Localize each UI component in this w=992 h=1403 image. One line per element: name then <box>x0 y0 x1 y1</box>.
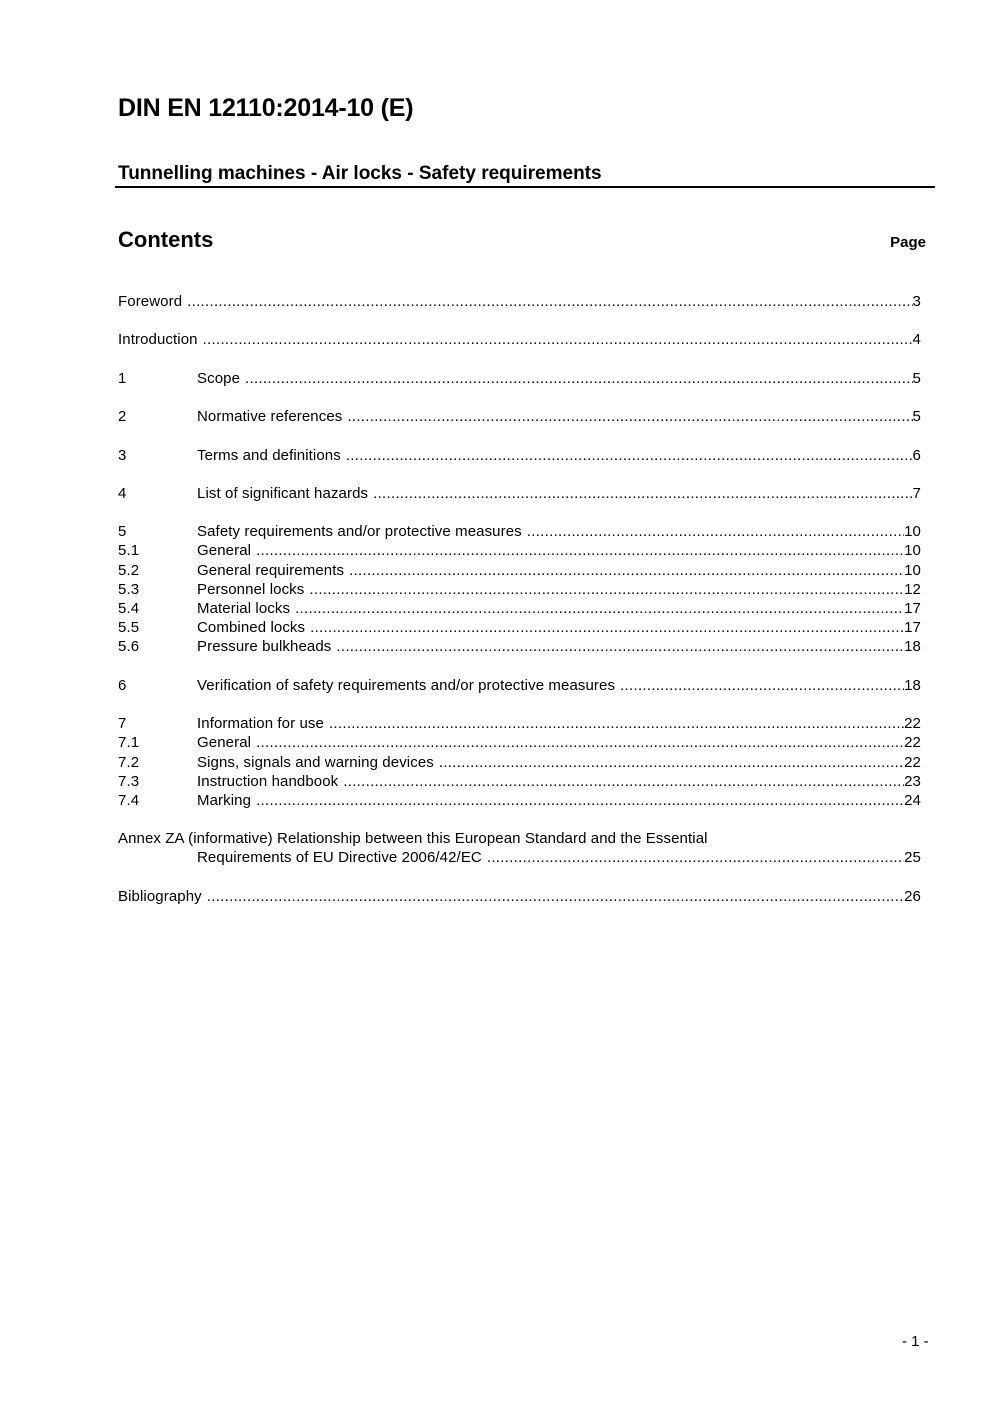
toc-entry-number: 1 <box>118 369 127 387</box>
toc-entry-page: 18 <box>904 676 921 694</box>
toc-entry-number: 3 <box>118 446 127 464</box>
document-subtitle: Tunnelling machines - Air locks - Safety requirements <box>118 163 602 184</box>
toc-entry-page: 10 <box>904 542 921 560</box>
toc-entry-title: Bibliography <box>118 887 202 905</box>
toc-entry-annex-za[interactable] <box>118 829 921 848</box>
toc-entry-section-1[interactable] <box>118 369 921 388</box>
toc-entry-title: Personnel locks <box>197 580 305 598</box>
toc-entry-number: 6 <box>118 676 127 694</box>
toc-entry-page: 6 <box>912 446 921 464</box>
page-column-label: Page <box>890 234 926 251</box>
toc-entry-number: 5.6 <box>118 638 140 656</box>
toc-entry-title: Verification of safety requirements and/or protective measures <box>197 676 616 694</box>
toc-entry-number: 5.1 <box>118 542 140 560</box>
page-number-footer: - 1 - <box>902 1333 929 1350</box>
toc-entry-page: 10 <box>904 523 921 541</box>
dot-leader <box>187 292 912 311</box>
toc-entry-title: Introduction <box>118 331 198 349</box>
document-title: DIN EN 12110:2014-10 (E) <box>118 94 414 122</box>
toc-entry-section-2[interactable] <box>118 407 921 426</box>
toc-entry-section-5-5[interactable] <box>118 618 921 637</box>
toc-entry-page: 22 <box>904 753 921 771</box>
toc-entry-page: 22 <box>904 734 921 752</box>
toc-entry-number: 7.2 <box>118 753 140 771</box>
toc-entry-number: 5 <box>118 523 127 541</box>
toc-entry-page: 5 <box>912 408 921 426</box>
toc-entry-section-7-2[interactable] <box>118 753 921 772</box>
toc-entry-number: 7 <box>118 715 127 733</box>
dot-leader <box>620 676 904 695</box>
toc-entry-title: Information for use <box>197 715 324 733</box>
toc-entry-title: Pressure bulkheads <box>197 638 332 656</box>
toc-entry-title: Normative references <box>197 408 343 426</box>
dot-leader <box>349 561 904 580</box>
toc-entry-page: 23 <box>904 772 921 790</box>
dot-leader <box>439 753 904 772</box>
toc-entry-number: 5.3 <box>118 580 140 598</box>
toc-entry-title: General requirements <box>197 561 345 579</box>
toc-entry-page: 18 <box>904 638 921 656</box>
toc-entry-page: 17 <box>904 600 921 617</box>
toc-entry-title: Annex ZA (informative) Relationship between this European Standard and the Essential <box>118 830 708 848</box>
toc-entry-page: 25 <box>904 849 921 867</box>
dot-leader <box>245 369 913 388</box>
dot-leader <box>336 637 904 656</box>
toc-entry-number: 5.5 <box>118 619 140 637</box>
toc-entry-section-7-4[interactable] <box>118 791 921 810</box>
toc-entry-title: General <box>197 734 252 752</box>
toc-entry-section-6[interactable] <box>118 676 921 695</box>
toc-entry-title: Material locks <box>197 600 291 617</box>
toc-entry-title: Scope <box>197 369 241 387</box>
toc-entry-page: 26 <box>904 887 921 905</box>
toc-entry-introduction[interactable] <box>118 330 921 349</box>
dot-leader <box>487 848 904 867</box>
toc-entry-number: 7.3 <box>118 772 140 790</box>
dot-leader <box>295 599 904 618</box>
dot-leader <box>527 522 904 541</box>
toc-entry-section-5-6[interactable] <box>118 637 921 656</box>
toc-entry-number: 5.4 <box>118 600 140 617</box>
dot-leader <box>256 791 904 810</box>
title-underline-divider <box>115 186 935 188</box>
toc-entry-title: Combined locks <box>197 619 306 637</box>
toc-entry-number: 5.2 <box>118 561 140 579</box>
toc-entry-section-4[interactable] <box>118 484 921 503</box>
toc-entry-number: 7.4 <box>118 791 140 809</box>
toc-entry-title: Marking <box>197 791 252 809</box>
dot-leader <box>256 733 904 752</box>
dot-leader <box>256 541 904 560</box>
toc-entry-title: General <box>197 542 252 560</box>
dot-leader <box>310 618 904 637</box>
toc-entry-section-7[interactable] <box>118 714 921 733</box>
toc-entry-page: 3 <box>912 293 921 310</box>
toc-entry-page: 12 <box>904 580 921 598</box>
toc-entry-title-continued: Requirements of EU Directive 2006/42/EC <box>197 849 482 867</box>
toc-entry-title: Signs, signals and warning devices <box>197 753 434 771</box>
toc-entry-section-5-4[interactable] <box>118 599 921 618</box>
dot-leader <box>207 887 904 906</box>
toc-entry-section-3[interactable] <box>118 446 921 465</box>
toc-entry-page: 7 <box>912 484 921 502</box>
table-of-contents <box>118 292 921 906</box>
dot-leader <box>373 484 912 503</box>
toc-entry-number: 2 <box>118 408 127 426</box>
toc-entry-title: Foreword <box>118 293 183 310</box>
toc-entry-page: 17 <box>904 619 921 637</box>
toc-entry-number: 4 <box>118 484 127 502</box>
toc-entry-title: Safety requirements and/or protective measures <box>197 523 522 541</box>
toc-entry-section-5-1[interactable] <box>118 541 921 560</box>
toc-entry-page: 22 <box>904 715 921 733</box>
dot-leader <box>343 772 904 791</box>
toc-entry-section-5[interactable] <box>118 522 921 541</box>
toc-entry-number: 7.1 <box>118 734 140 752</box>
toc-entry-section-7-1[interactable] <box>118 733 921 752</box>
toc-entry-bibliography[interactable] <box>118 887 921 906</box>
toc-entry-page: 24 <box>904 791 921 809</box>
toc-entry-title: Instruction handbook <box>197 772 339 790</box>
toc-entry-page: 4 <box>912 331 921 349</box>
dot-leader <box>346 446 913 465</box>
dot-leader <box>329 714 904 733</box>
toc-entry-section-5-2[interactable] <box>118 561 921 580</box>
toc-entry-page: 10 <box>904 561 921 579</box>
toc-entry-title: List of significant hazards <box>197 484 369 502</box>
toc-entry-annex-za-continuation[interactable] <box>118 848 921 867</box>
dot-leader <box>203 330 913 349</box>
toc-entry-title: Terms and definitions <box>197 446 341 464</box>
dot-leader <box>347 407 912 426</box>
toc-entry-page: 5 <box>912 369 921 387</box>
contents-heading: Contents <box>118 227 214 252</box>
toc-entry-foreword[interactable] <box>118 292 921 311</box>
toc-entry-section-7-3[interactable] <box>118 772 921 791</box>
toc-entry-section-5-3[interactable] <box>118 580 921 599</box>
dot-leader <box>309 580 904 599</box>
